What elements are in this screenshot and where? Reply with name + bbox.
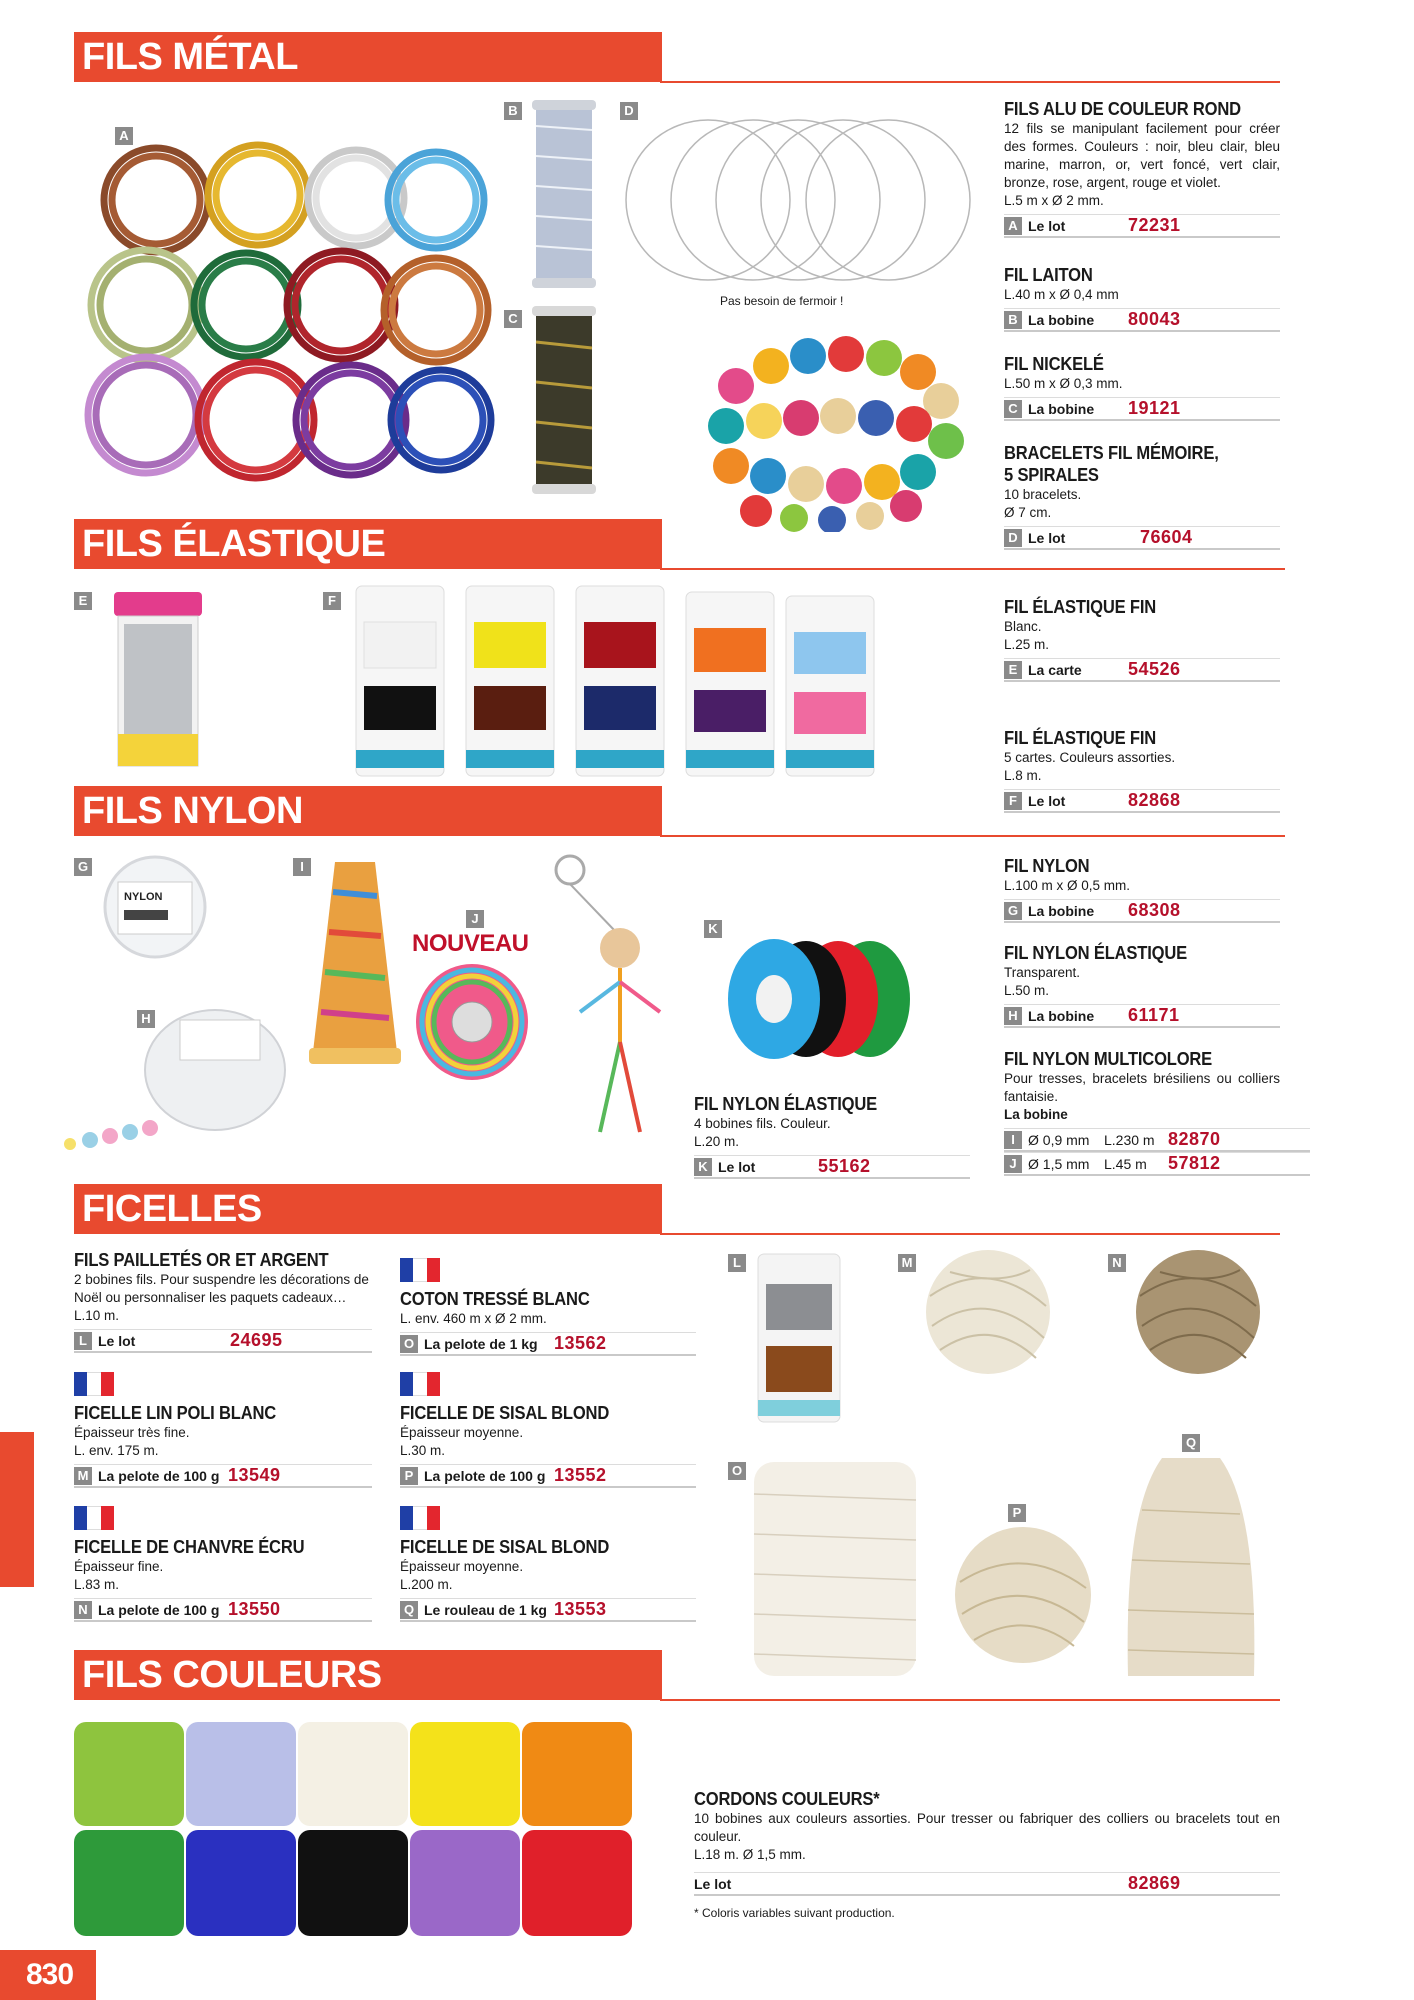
product-title: FIL NYLON — [1004, 856, 1090, 876]
memory-wire-spirals-image — [608, 100, 978, 290]
nylon-spool-label: NYLON — [124, 891, 163, 903]
image-tag-d: D — [620, 102, 638, 120]
product-unit-line: La bobine — [1004, 1107, 1068, 1122]
section-banner-ficelles: FICELLES — [74, 1184, 662, 1234]
ref-code: 82868 — [1128, 790, 1181, 810]
product-reference-row — [694, 1155, 970, 1179]
product-dimensions: L.100 m x Ø 0,5 mm. — [1004, 878, 1131, 893]
ref-unit: La pelote de 1 kg — [424, 1335, 538, 1352]
nylon-thread-spool-image — [100, 852, 210, 962]
ref-code: 54526 — [1128, 659, 1181, 679]
product-title: FILS PAILLETÉS OR ET ARGENT — [74, 1250, 329, 1270]
wooden-bead-bracelets-image — [696, 326, 968, 532]
ref-letter: Q — [400, 1601, 418, 1619]
product-ficelle-sisal-200m — [400, 1536, 696, 1622]
ref-unit: Le lot — [1028, 792, 1066, 809]
image-tag-i: I — [293, 858, 311, 876]
product-cordons-couleurs — [694, 1788, 1280, 1922]
product-title: CORDONS COULEURS* — [694, 1789, 880, 1809]
ref-unit: La bobine — [1028, 311, 1095, 328]
product-title: FILS ALU DE COULEUR ROND — [1004, 99, 1241, 119]
ref-unit: La bobine — [1028, 400, 1095, 417]
braided-cotton-spool-image — [750, 1454, 920, 1684]
ref-unit: La carte — [1028, 661, 1082, 678]
ref-code: 76604 — [1140, 527, 1193, 547]
ref-letter: H — [1004, 1007, 1022, 1025]
image-tag-p: P — [1008, 1504, 1026, 1522]
product-fil-nylon-elastique — [1004, 942, 1280, 1028]
ref-code: 80043 — [1128, 309, 1181, 329]
product-reference-row — [1004, 308, 1280, 332]
product-fil-elastique-blanc — [1004, 596, 1280, 682]
product-title: FIL ÉLASTIQUE FIN — [1004, 728, 1157, 748]
product-title: FICELLE DE CHANVRE ÉCRU — [74, 1537, 305, 1557]
ref-length: L.45 m — [1104, 1155, 1147, 1172]
product-title: FICELLE LIN POLI BLANC — [74, 1403, 277, 1423]
sisal-twine-roll-image — [1122, 1450, 1260, 1686]
hemp-twine-ball-image — [1130, 1246, 1266, 1376]
image-tag-e: E — [74, 592, 92, 610]
product-title: FICELLE DE SISAL BLOND — [400, 1403, 610, 1423]
image-tag-j: J — [466, 910, 484, 928]
product-reference-row — [400, 1332, 696, 1356]
nouveau-badge: NOUVEAU — [412, 930, 529, 957]
product-dimensions: L.40 m x Ø 0,4 mm — [1004, 287, 1119, 302]
product-description: Épaisseur fine. — [74, 1559, 164, 1574]
product-dimensions: L.200 m. — [400, 1577, 453, 1592]
ref-letter: M — [74, 1467, 92, 1485]
ref-unit: Le lot — [718, 1158, 756, 1175]
ref-code: 13553 — [554, 1599, 607, 1619]
product-reference-row — [1004, 1004, 1280, 1028]
ref-unit: Le lot — [1028, 529, 1066, 546]
ref-letter: D — [1004, 529, 1022, 547]
product-fil-nylon-multicolore — [1004, 1048, 1310, 1176]
product-coton-tresse — [400, 1288, 696, 1356]
ref-letter: B — [1004, 311, 1022, 329]
section-rule — [660, 568, 1285, 570]
ref-size: Ø 0,9 mm — [1028, 1131, 1090, 1148]
product-description: 5 cartes. Couleurs assorties. — [1004, 750, 1176, 765]
image-tag-k: K — [704, 920, 722, 938]
ref-letter: G — [1004, 902, 1022, 920]
multicolor-nylon-spool-image — [412, 958, 532, 1094]
france-flag-icon — [400, 1258, 440, 1282]
france-flag-icon — [400, 1372, 440, 1396]
ref-code: 72231 — [1128, 215, 1181, 235]
product-reference-row — [1004, 658, 1280, 682]
product-title: COTON TRESSÉ BLANC — [400, 1289, 590, 1309]
product-dimensions: L.5 m x Ø 2 mm. — [1004, 193, 1104, 208]
france-flag-icon — [400, 1506, 440, 1530]
image-tag-m: M — [898, 1254, 916, 1272]
image-tag-b: B — [504, 102, 522, 120]
ref-letter: N — [74, 1601, 92, 1619]
product-reference-row — [400, 1598, 696, 1622]
image-tag-o: O — [728, 1462, 746, 1480]
product-description: 10 bracelets. — [1004, 487, 1082, 502]
ref-letter: I — [1004, 1131, 1022, 1149]
product-fil-elastique-cartes — [1004, 727, 1280, 813]
product-reference-row — [1004, 1152, 1310, 1176]
ref-letter: K — [694, 1158, 712, 1176]
section-rule — [660, 81, 1280, 83]
product-fil-nickele — [1004, 353, 1280, 421]
ref-length: L.230 m — [1104, 1131, 1155, 1148]
glitter-thread-card-image — [754, 1250, 844, 1426]
product-title-line-2: 5 SPIRALES — [1004, 465, 1099, 485]
product-ficelle-sisal-30m — [400, 1402, 696, 1488]
ref-letter: J — [1004, 1155, 1022, 1173]
page-number: 830 — [0, 1950, 96, 2000]
product-description: Épaisseur moyenne. — [400, 1425, 524, 1440]
ref-code: 19121 — [1128, 398, 1181, 418]
ref-size: Ø 1,5 mm — [1028, 1155, 1090, 1172]
colored-cord-bobbins-image — [74, 1714, 640, 1940]
ref-unit: La pelote de 100 g — [424, 1467, 546, 1484]
france-flag-icon — [74, 1506, 114, 1530]
product-description: Épaisseur très fine. — [74, 1425, 190, 1440]
product-dimensions: L.20 m. — [694, 1134, 740, 1149]
ref-code: 61171 — [1128, 1005, 1180, 1025]
product-fils-alu — [1004, 98, 1280, 238]
section-rule — [660, 1699, 1280, 1701]
ref-letter: C — [1004, 400, 1022, 418]
product-dimensions: L.50 m. — [1004, 983, 1050, 998]
product-fils-paillettes — [74, 1249, 372, 1353]
product-dimensions: L.50 m x Ø 0,3 mm. — [1004, 376, 1123, 391]
ref-code: 82870 — [1168, 1129, 1221, 1149]
elastic-cards-set-image — [350, 582, 880, 782]
product-reference-row — [1004, 789, 1280, 813]
product-reference-row — [1004, 526, 1280, 550]
fermoir-caption: Pas besoin de fermoir ! — [720, 294, 844, 308]
product-title: FIL NYLON ÉLASTIQUE — [1004, 943, 1187, 963]
ref-unit: La pelote de 100 g — [98, 1467, 220, 1484]
product-fil-nylon-elastique-k — [694, 1093, 970, 1179]
product-dimensions: L.83 m. — [74, 1577, 120, 1592]
product-dimensions: L.8 m. — [1004, 768, 1042, 783]
product-description: 12 fils se manipulant facilement pour créer des formes. Couleurs : noir, bleu clair, bleu marine, marron, or, vert foncé, vert clair, bronze, rose, argent, rouge et violet. — [1004, 121, 1280, 190]
section-banner-fils-nylon: FILS NYLON — [74, 786, 662, 836]
image-tag-h: H — [137, 1010, 155, 1028]
section-banner-fils-couleurs: FILS COULEURS — [74, 1650, 662, 1700]
product-fil-laiton — [1004, 264, 1280, 332]
image-tag-f: F — [323, 592, 341, 610]
ref-letter: P — [400, 1467, 418, 1485]
ref-unit: Le lot — [98, 1332, 136, 1349]
product-bracelets-fil-memoire — [1004, 442, 1280, 550]
multicolor-nylon-cone-image — [305, 852, 405, 1072]
ref-unit: La bobine — [1028, 902, 1095, 919]
ref-code: 57812 — [1168, 1153, 1221, 1173]
product-footnote: * Coloris variables suivant production. — [694, 1906, 895, 1920]
product-title: FIL NICKELÉ — [1004, 354, 1104, 374]
ref-code: 13550 — [228, 1599, 281, 1619]
product-title: FICELLE DE SISAL BLOND — [400, 1537, 610, 1557]
section-rule — [660, 1233, 1280, 1235]
ref-code: 13549 — [228, 1465, 281, 1485]
product-reference-row — [1004, 397, 1280, 421]
ref-unit: Le rouleau de 1 kg — [424, 1601, 547, 1618]
product-dimensions: L. env. 460 m x Ø 2 mm. — [400, 1311, 547, 1326]
elastic-nylon-bobbins-image — [720, 934, 916, 1064]
ref-code: 68308 — [1128, 900, 1181, 920]
product-title-line-1: BRACELETS FIL MÉMOIRE, — [1004, 443, 1219, 463]
product-description: 4 bobines fils. Couleur. — [694, 1116, 831, 1131]
section-banner-fils-metal: FILS MÉTAL — [74, 32, 662, 82]
product-dimensions: L.18 m. Ø 1,5 mm. — [694, 1847, 806, 1862]
product-reference-row — [74, 1329, 372, 1353]
product-title: FIL LAITON — [1004, 265, 1093, 285]
ref-code: 13552 — [554, 1465, 607, 1485]
product-dimensions: L. env. 175 m. — [74, 1443, 159, 1458]
ref-code: 13562 — [554, 1333, 607, 1353]
product-reference-row — [400, 1464, 696, 1488]
image-tag-g: G — [74, 858, 92, 876]
image-tag-c: C — [504, 310, 522, 328]
colored-aluminium-wire-coils-image — [76, 140, 496, 500]
white-elastic-card-image — [110, 588, 206, 778]
ref-code: 24695 — [230, 1330, 283, 1350]
sisal-twine-ball-image — [950, 1522, 1096, 1668]
product-ficelle-chanvre — [74, 1536, 372, 1622]
product-dimensions: L.25 m. — [1004, 637, 1050, 652]
ref-unit: Le lot — [1028, 217, 1066, 234]
ref-unit: La bobine — [1028, 1007, 1095, 1024]
product-reference-row — [74, 1598, 372, 1622]
section-rule — [660, 835, 1285, 837]
ref-letter: O — [400, 1335, 418, 1353]
product-title: FIL NYLON MULTICOLORE — [1004, 1049, 1213, 1069]
ref-code: 55162 — [818, 1156, 871, 1176]
product-reference-row — [1004, 214, 1280, 238]
brass-wire-spool-image — [528, 96, 600, 292]
product-description: Pour tresses, bracelets brésiliens ou colliers fantaisie. — [1004, 1071, 1280, 1104]
product-description: 10 bobines aux couleurs assorties. Pour tresser ou fabriquer des colliers ou bracelets tout en couleur. — [694, 1811, 1280, 1844]
side-thumb-tab — [0, 1432, 34, 1587]
ref-unit: Le lot — [694, 1875, 732, 1892]
ref-unit: La pelote de 100 g — [98, 1601, 220, 1618]
product-reference-row — [694, 1872, 1280, 1896]
product-description: Épaisseur moyenne. — [400, 1559, 524, 1574]
product-ficelle-lin — [74, 1402, 372, 1488]
product-title: FIL NYLON ÉLASTIQUE — [694, 1094, 877, 1114]
doll-keychain-image — [540, 852, 700, 1162]
product-description: Transparent. — [1004, 965, 1081, 980]
product-reference-row — [1004, 899, 1280, 923]
product-dimensions: L.10 m. — [74, 1308, 120, 1323]
product-reference-row — [74, 1464, 372, 1488]
ref-letter: A — [1004, 217, 1022, 235]
france-flag-icon — [74, 1372, 114, 1396]
product-fil-nylon — [1004, 855, 1280, 923]
product-dimensions: L.30 m. — [400, 1443, 446, 1458]
product-reference-row — [1004, 1128, 1310, 1152]
product-description: 2 bobines fils. Pour suspendre les décorations de Noël ou personnaliser les paquets cadeaux… — [74, 1272, 369, 1305]
image-tag-q: Q — [1182, 1434, 1200, 1452]
ref-letter: F — [1004, 792, 1022, 810]
section-banner-fils-elastique: FILS ÉLASTIQUE — [74, 519, 662, 569]
nickel-wire-spool-image — [528, 302, 600, 498]
image-tag-n: N — [1108, 1254, 1126, 1272]
product-dimensions: Ø 7 cm. — [1004, 505, 1052, 520]
linen-twine-ball-image — [920, 1246, 1056, 1376]
image-tag-l: L — [728, 1254, 746, 1272]
ref-code: 82869 — [1128, 1873, 1181, 1893]
ref-letter: E — [1004, 661, 1022, 679]
elastic-nylon-spool-image — [40, 990, 300, 1170]
image-tag-a: A — [115, 127, 133, 145]
product-description: Blanc. — [1004, 619, 1042, 634]
ref-letter: L — [74, 1332, 92, 1350]
product-title: FIL ÉLASTIQUE FIN — [1004, 597, 1157, 617]
